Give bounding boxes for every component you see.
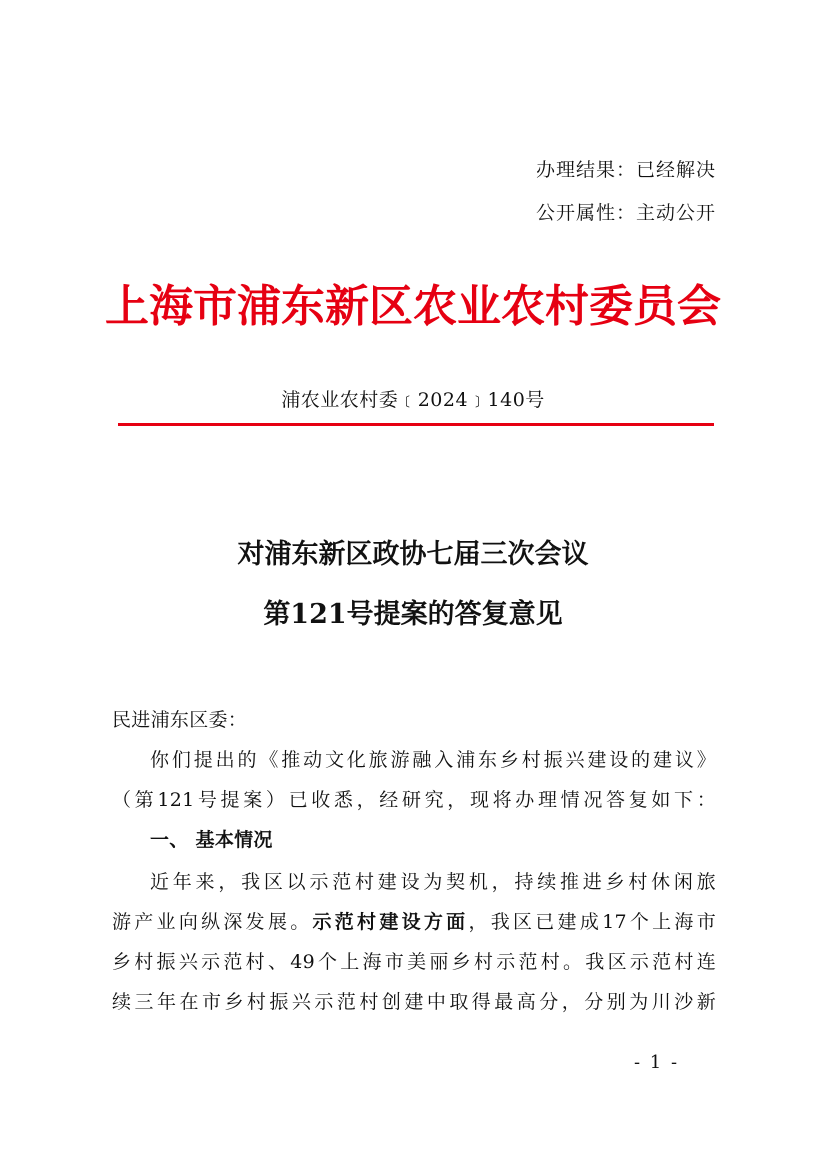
intro-line-1: 你们提出的《推动文化旅游融入浦东乡村振兴建设的建议》	[150, 749, 716, 771]
salutation: 民进浦东区委：	[112, 709, 248, 731]
handling-result: 办理结果：已经解决	[535, 159, 716, 181]
section-heading-basic-situation: 一、 基本情况	[150, 829, 273, 851]
reply-title-line-2: 第121号提案的答复意见	[263, 599, 563, 630]
paragraph-1-line-4: 续三年在市乡村振兴示范村创建中取得最高分，分别为川沙新	[112, 991, 716, 1013]
organization-title: 上海市浦东新区农业农村委员会	[105, 281, 721, 332]
reply-title-line-1: 对浦东新区政协七届三次会议	[237, 539, 589, 570]
intro-line-2: （第121号提案）已收悉，经研究，现将办理情况答复如下：	[112, 789, 716, 811]
paragraph-1-line-2	[112, 902, 716, 942]
document-number: 浦农业农村委﹝2024﹞140号	[281, 389, 545, 411]
red-divider-line	[118, 423, 714, 426]
paragraph-1-line-2-bold: 示范村建设方面	[312, 911, 469, 933]
paragraph-1-line-2-start: 游产业向纵深发展。	[112, 911, 313, 933]
paragraph-1-line-1: 近年来，我区以示范村建设为契机，持续推进乡村休闲旅	[150, 871, 716, 893]
paragraph-1-line-2-end: ，我区已建成17个上海市	[468, 911, 717, 933]
paragraph-1-line-3: 乡村振兴示范村、49个上海市美丽乡村示范村。我区示范村连	[112, 951, 716, 973]
public-attribute: 公开属性：主动公开	[535, 202, 716, 224]
page-number: - 1 -	[634, 1052, 680, 1073]
